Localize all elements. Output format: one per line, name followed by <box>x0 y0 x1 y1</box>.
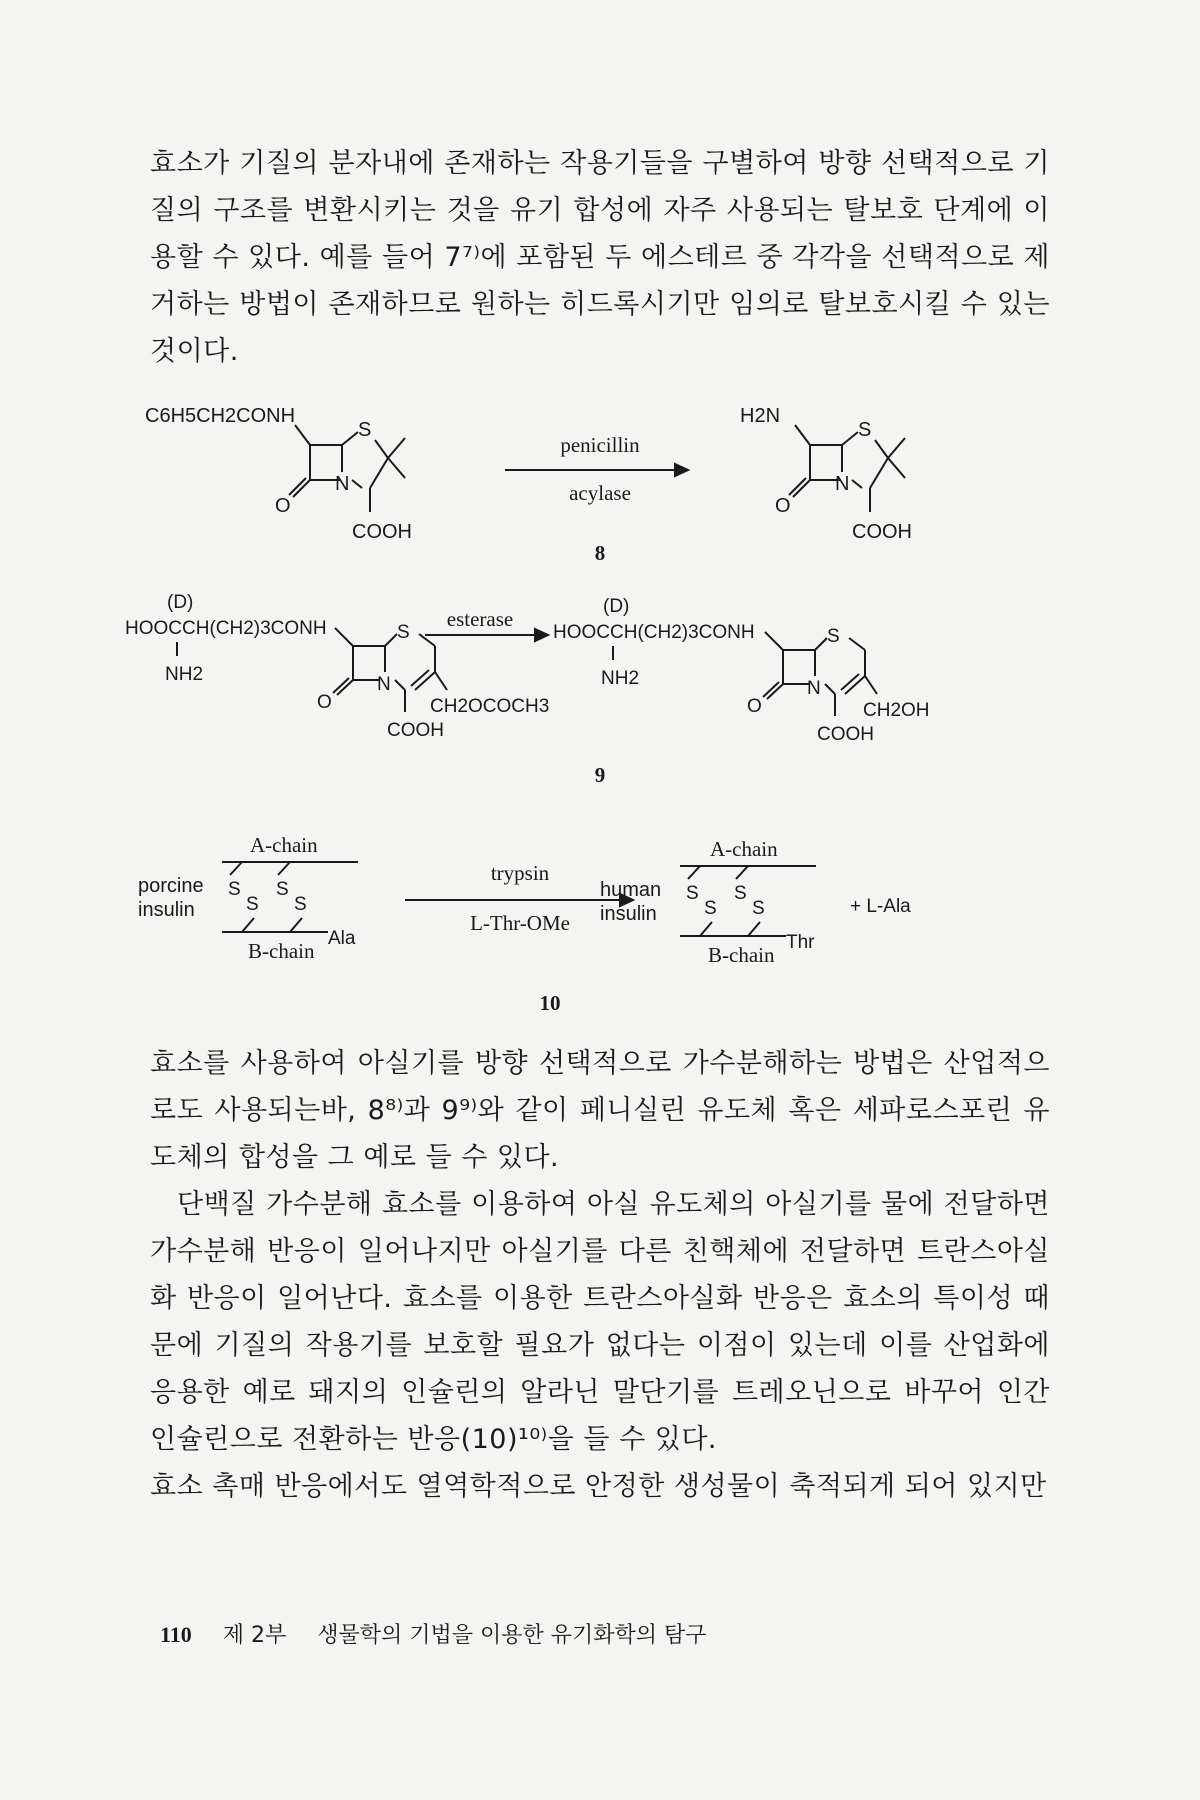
sulfur: S <box>734 883 747 904</box>
byproduct: + L-Ala <box>850 896 911 917</box>
enzyme-label: esterase <box>446 607 514 631</box>
product-terminal: Thr <box>786 932 815 953</box>
product-a-chain: A-chain <box>710 837 778 861</box>
scheme-10-svg <box>138 820 1050 1020</box>
product-chain: HOOCCH(CH2)3CONH <box>553 622 755 643</box>
reactant-amine: NH2 <box>165 664 204 685</box>
sulfur: S <box>228 879 241 900</box>
reagent-label: L-Thr-OMe <box>470 911 570 935</box>
paragraph-3: 효소 촉매 반응에서도 열역학적으로 안정한 생성물이 축적되게 되어 있지만 <box>150 1471 1047 1502</box>
sulfur: S <box>246 894 259 915</box>
reactant-terminal: Ala <box>328 928 356 949</box>
reactant-sidechain: C6H5CH2CONH <box>145 405 296 427</box>
product-carbonyl-oxygen: O <box>747 696 762 717</box>
reactant-ring-nitrogen: N <box>377 674 391 695</box>
scheme-10 <box>138 820 1050 1020</box>
sulfur: S <box>276 879 289 900</box>
sulfur: S <box>294 894 307 915</box>
scheme-9-svg <box>125 590 1075 800</box>
body-text <box>150 1040 1050 1510</box>
reactant-name-line2: insulin <box>138 899 195 921</box>
carbonyl-oxygen: O <box>275 495 291 517</box>
product-name-line2: insulin <box>600 903 657 925</box>
product-stereo: (D) <box>603 596 630 617</box>
product-carbonyl-oxygen: O <box>775 495 791 517</box>
ring-sulfur: S <box>358 419 372 441</box>
scheme-8-svg <box>130 400 1070 570</box>
product-amine: NH2 <box>601 668 640 689</box>
reactant-b-chain: B-chain <box>248 939 315 963</box>
sulfur: S <box>686 883 699 904</box>
scheme-8 <box>130 400 1070 570</box>
reactant-name-line1: porcine <box>138 875 204 897</box>
product-ring-nitrogen: N <box>807 678 821 699</box>
sulfur: S <box>704 898 717 919</box>
reactant-ring-sulfur: S <box>397 622 410 643</box>
acid-group: COOH <box>352 521 412 543</box>
page-number: 110 <box>160 1622 192 1647</box>
enzyme-line2: acylase <box>569 481 631 505</box>
reactant-carbonyl-oxygen: O <box>317 692 332 713</box>
reactant-a-chain: A-chain <box>250 833 318 857</box>
paragraph-1: 효소를 사용하여 아실기를 방향 선택적으로 가수분해하는 방법은 산업적으로도 사용되는바, 8⁸⁾과 9⁹⁾와 같이 페니실린 유도체 혹은 세파로스포린 유도체의 합성을 그 예로 들 수 있다. <box>150 1048 1050 1173</box>
part-title: 생물학의 기법을 이용한 유기화학의 탐구 <box>317 1623 707 1648</box>
reactant-acid: COOH <box>387 720 444 741</box>
product-name-line1: human <box>600 879 662 901</box>
product-ring-sulfur: S <box>827 626 840 647</box>
reactant-chain: HOOCCH(CH2)3CONH <box>125 618 327 639</box>
product-acid: COOH <box>817 724 874 745</box>
paragraph-2: 단백질 가수분해 효소를 이용하여 아실 유도체의 아실기를 물에 전달하면 가수분해 반응이 일어나지만 아실기를 다른 친핵체에 전달하면 트란스아실화 반응이 일어난다. 효소를 이용한 트란스아실화 반응은 효소의 특이성 때문에 기질의 작용기를 보호할 필요가 없다는 이점이 있는데 이를 산업화에 응용한 예로 돼지의 인슐린의 알라닌 말단기를 트레오닌으로 바꾸어 인간 인슐린으로 전환하는 반응(10)¹⁰⁾을 들 수 있다. <box>150 1189 1050 1455</box>
product-substituent: CH2OH <box>863 700 930 721</box>
enzyme-line1: penicillin <box>560 433 640 457</box>
product-ring-sulfur: S <box>858 419 872 441</box>
scheme-9 <box>125 590 1075 800</box>
product-b-chain: B-chain <box>708 943 775 967</box>
ring-nitrogen: N <box>335 473 350 495</box>
page-footer <box>160 1618 707 1649</box>
enzyme-label: trypsin <box>490 861 550 885</box>
scheme-number: 8 <box>594 541 606 565</box>
scheme-number: 9 <box>594 763 606 787</box>
part-label: 제 2부 <box>222 1623 287 1648</box>
scheme-number: 10 <box>539 991 561 1015</box>
reactant-stereo: (D) <box>167 592 194 613</box>
product-ring-nitrogen: N <box>835 473 850 495</box>
product-amine: H2N <box>740 405 781 427</box>
intro-paragraph <box>150 140 1050 375</box>
intro-text: 효소가 기질의 분자내에 존재하는 작용기들을 구별하여 방향 선택적으로 기질의 구조를 변환시키는 것을 유기 합성에 자주 사용되는 탈보호 단계에 이용할 수 있다. 예를 들어 7⁷⁾에 포함된 두 에스테르 중 각각을 선택적으로 제거하는 방법이 존재하므로 원하는 히드록시기만 임의로 탈보호시킬 수 있는 것이다. <box>150 148 1050 367</box>
reactant-substituent: CH2OCOCH3 <box>430 696 550 717</box>
sulfur: S <box>752 898 765 919</box>
product-acid-group: COOH <box>852 521 912 543</box>
